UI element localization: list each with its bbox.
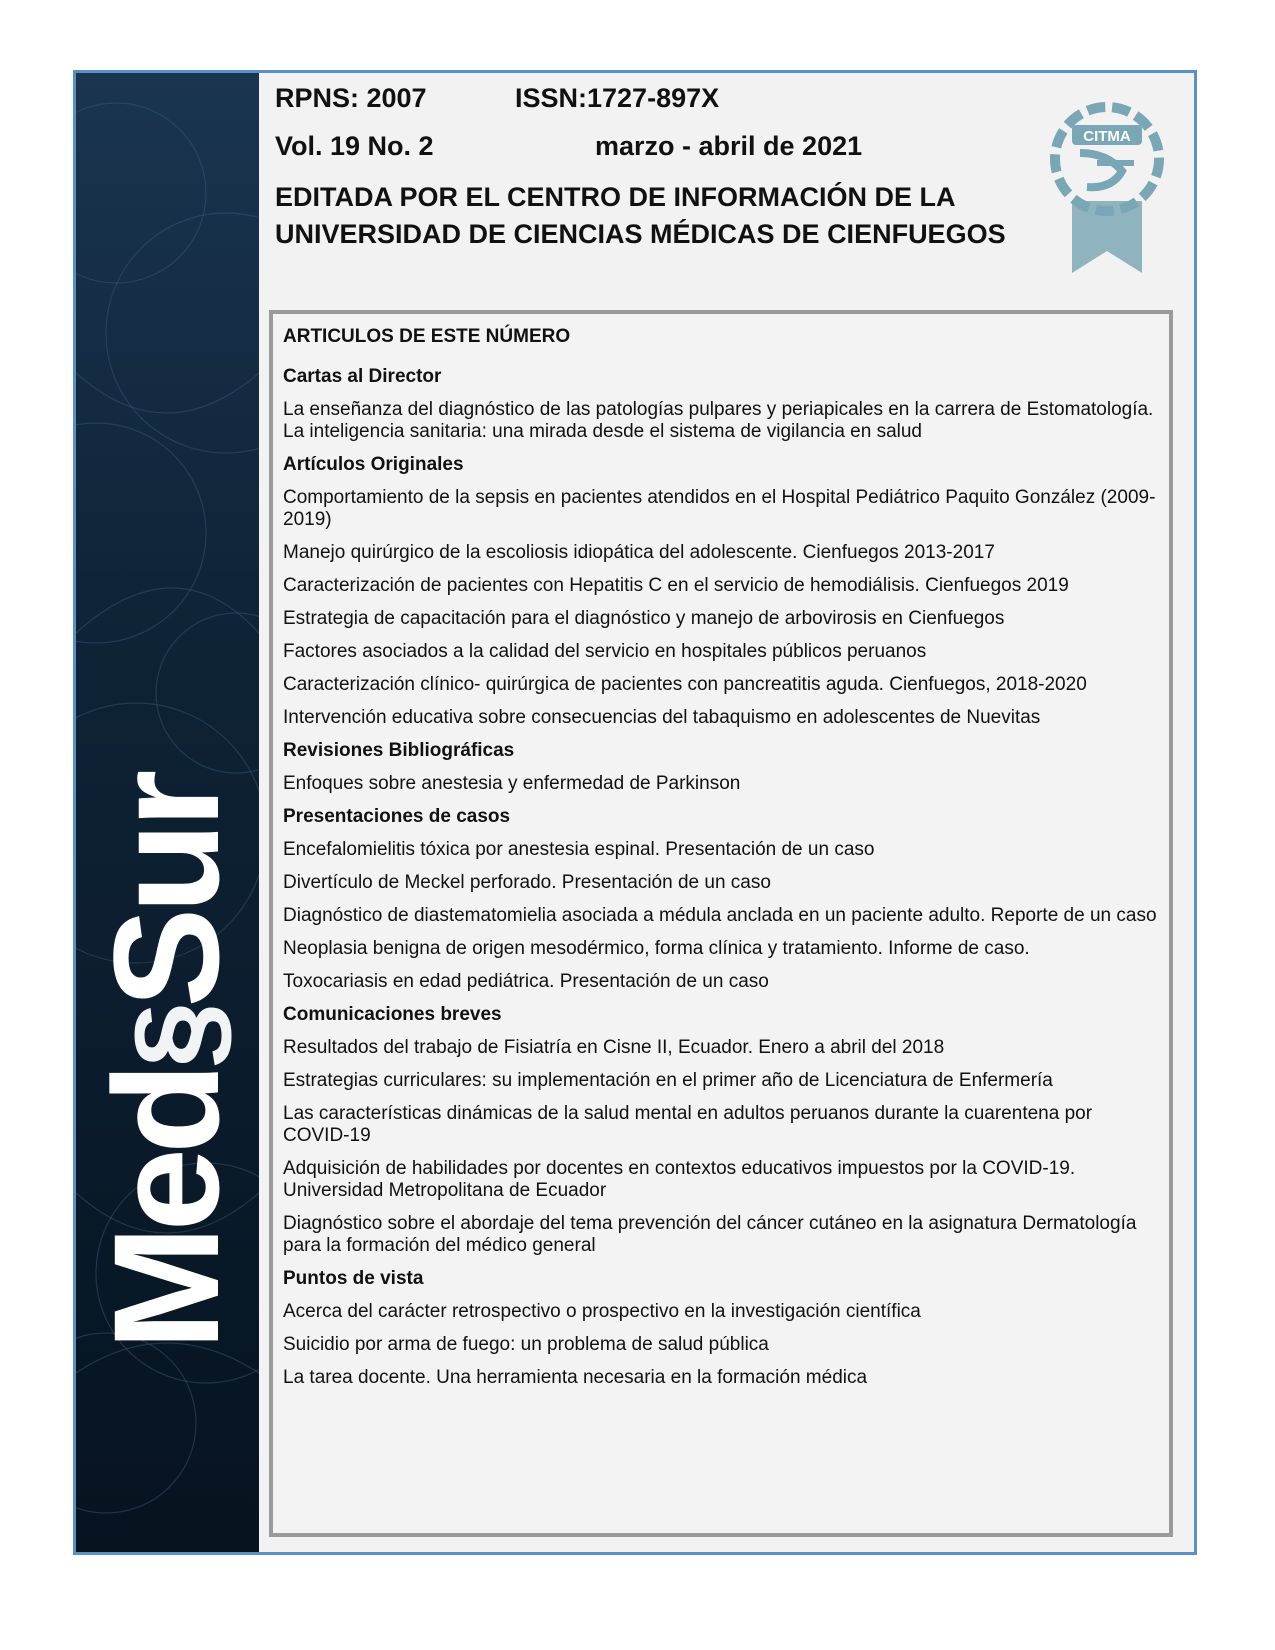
cover-header	[259, 73, 1194, 305]
articles-panel	[269, 310, 1173, 1537]
article-link[interactable]: Enfoques sobre anestesia y enfermedad de Parkinson	[283, 773, 741, 794]
issn-number: ISSN:1727-897X	[515, 83, 720, 113]
article-link[interactable]: Neoplasia benigna de origen mesodérmico, forma clínica y tratamiento. Informe de caso.	[283, 938, 1030, 959]
section-title: Comunicaciones breves	[283, 1004, 502, 1025]
citma-badge-icon	[1042, 91, 1172, 281]
citma-badge-text: CITMA	[1083, 128, 1131, 145]
section-title: Revisiones Bibliográficas	[283, 740, 515, 761]
article-link[interactable]: Estrategia de capacitación para el diagnóstico y manejo de arbovirosis en Cienfuegos	[283, 608, 1005, 629]
rpns-number: RPNS: 2007	[275, 83, 427, 113]
article-link[interactable]: Divertículo de Meckel perforado. Presentación de un caso	[283, 872, 771, 893]
section-title: Cartas al Director	[283, 366, 442, 387]
caduceus-icon: §	[110, 1007, 244, 1069]
section-comunicaciones	[283, 1004, 1159, 1257]
article-link[interactable]: Suicidio por arma de fuego: un problema de salud pública	[283, 1334, 769, 1355]
article-link[interactable]: Acerca del carácter retrospectivo o prospectivo en la investigación científica	[283, 1301, 921, 1322]
article-link[interactable]: La tarea docente. Una herramienta necesaria en la formación médica	[283, 1367, 868, 1388]
article-link[interactable]: Caracterización clínico- quirúrgica de pacientes con pancreatitis aguda. Cienfuegos, 2018-2020	[283, 674, 1087, 695]
article-link[interactable]: La inteligencia sanitaria: una mirada desde el sistema de vigilancia en salud	[283, 421, 922, 442]
section-puntos-de-vista	[283, 1268, 1159, 1389]
section-cartas	[283, 366, 1159, 443]
article-link[interactable]: Comportamiento de la sepsis en pacientes atendidos en el Hospital Pediátrico Paquito González (2009-2019)	[283, 487, 1156, 530]
article-link[interactable]: Toxocariasis en edad pediátrica. Presentación de un caso	[283, 971, 769, 992]
volume-number: Vol. 19 No. 2	[275, 131, 434, 161]
article-link[interactable]: Adquisición de habilidades por docentes en contextos educativos impuestos por la COVID-19. Universidad Metropolitana de Ecuador	[283, 1158, 1076, 1201]
article-link[interactable]: Intervención educativa sobre consecuencias del tabaquismo en adolescentes de Nuevitas	[283, 707, 1041, 728]
articles-heading: ARTICULOS DE ESTE NÚMERO	[283, 326, 571, 347]
article-link[interactable]: Las características dinámicas de la salud mental en adultos peruanos durante la cuarentena por COVID-19	[283, 1103, 1093, 1146]
section-originales	[283, 454, 1159, 729]
section-title: Puntos de vista	[283, 1268, 424, 1289]
section-revisiones	[283, 740, 1159, 795]
issue-date: marzo - abril de 2021	[595, 131, 863, 161]
section-title: Presentaciones de casos	[283, 806, 511, 827]
article-link[interactable]: Diagnóstico sobre el abordaje del tema prevención del cáncer cutáneo en la asignatura Dermatología para la formación del médico general	[283, 1213, 1137, 1256]
article-link[interactable]: Resultados del trabajo de Fisiatría en Cisne II, Ecuador. Enero a abril del 2018	[283, 1037, 945, 1058]
editor-statement: EDITADA POR EL CENTRO DE INFORMACIÓN DE LA UNIVERSIDAD DE CIENCIAS MÉDICAS DE CIENFUEGOS	[275, 182, 1006, 249]
article-link[interactable]: La enseñanza del diagnóstico de las patologías pulpares y periapicales en la carrera de Estomatología.	[283, 399, 1154, 420]
article-link[interactable]: Encefalomielitis tóxica por anestesia espinal. Presentación de un caso	[283, 839, 875, 860]
section-casos	[283, 806, 1159, 993]
journal-cover	[73, 70, 1197, 1555]
article-link[interactable]: Manejo quirúrgico de la escoliosis idiopática del adolescente. Cienfuegos 2013-2017	[283, 542, 995, 563]
sidebar-banner	[76, 73, 259, 1552]
article-link[interactable]: Caracterización de pacientes con Hepatitis C en el servicio de hemodiálisis. Cienfuegos 2019	[283, 575, 1069, 596]
article-link[interactable]: Factores asociados a la calidad del servicio en hospitales públicos peruanos	[283, 641, 927, 662]
section-title: Artículos Originales	[283, 454, 464, 475]
article-link[interactable]: Diagnóstico de diastematomielia asociada a médula anclada en un paciente adulto. Reporte de un caso	[283, 905, 1157, 926]
article-link[interactable]: Estrategias curriculares: su implementación en el primer año de Licenciatura de Enfermería	[283, 1070, 1053, 1091]
medisur-logo: Med§Sur	[82, 775, 250, 1351]
